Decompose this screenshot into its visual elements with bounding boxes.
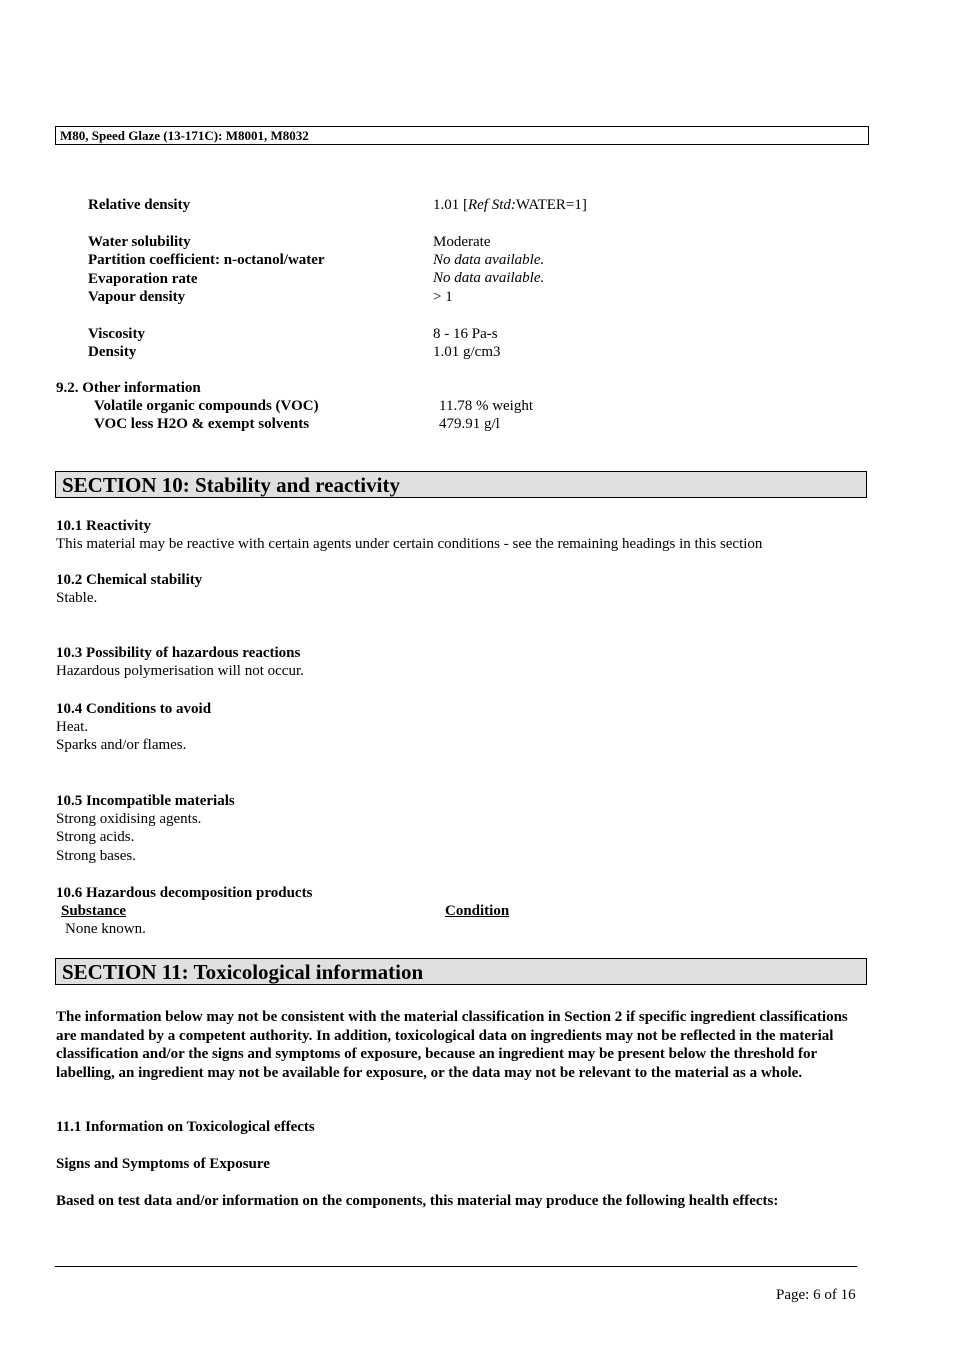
other-info-value: 479.91 g/l [439,416,500,432]
property-value: 1.01 g/cm3 [433,344,501,360]
other-info-label: VOC less H2O & exempt solvents [94,416,310,432]
property-value: 1.01 [Ref Std:WATER=1] [433,197,587,213]
hazardous-reactions-heading: 10.3 Possibility of hazardous reactions [56,645,301,661]
section-11-title: SECTION 11: Toxicological information [55,958,867,985]
hazardous-reactions-text: Hazardous polymerisation will not occur. [56,663,304,679]
incompatible-item: Strong acids. [56,829,135,845]
property-label: Density [88,344,137,360]
footer-divider [55,1266,857,1267]
property-label: Evaporation rate [88,271,198,287]
stability-heading: 10.2 Chemical stability [56,572,203,588]
property-value: Moderate [433,234,491,250]
property-label: Water solubility [88,234,191,250]
decomposition-substance-header: Substance [61,903,127,919]
toxicology-info-heading: 11.1 Information on Toxicological effects [56,1119,315,1135]
reactivity-heading: 10.1 Reactivity [56,518,151,534]
reactivity-text: This material may be reactive with certain agents under certain conditions - see the remaining headings in this section [56,536,763,552]
property-value: No data available. [433,270,545,286]
conditions-item: Sparks and/or flames. [56,737,187,753]
property-label: Viscosity [88,326,145,342]
property-label: Vapour density [88,289,186,305]
property-value: No data available. [433,252,545,268]
conditions-item: Heat. [56,719,89,735]
signs-symptoms-heading: Signs and Symptoms of Exposure [56,1156,270,1172]
decomposition-heading: 10.6 Hazardous decomposition products [56,885,313,901]
property-value: 8 - 16 Pa-s [433,326,498,342]
stability-text: Stable. [56,590,98,606]
property-label: Relative density [88,197,191,213]
other-info-heading: 9.2. Other information [56,380,201,396]
health-effects-intro: Based on test data and/or information on the components, this material may produce the following health effects: [56,1193,779,1209]
other-info-value: 11.78 % weight [439,398,534,414]
toxicology-intro: The information below may not be consistent with the material classification in Section 2 if specific ingredient classifications are mandated by a competent authority. In addition, toxicological data on ingredients may not be reflected in the material classification and/or the signs and symptoms of exposure, because an ingredient may be present below the threshold for labelling, an ingredient may not be available for exposure, or the data may not be relevant to the material as a whole. [56,1009,848,1081]
decomposition-row: None known. [65,921,146,937]
property-label: Partition coefficient: n-octanol/water [88,252,325,268]
other-info-label: Volatile organic compounds (VOC) [94,398,319,414]
conditions-heading: 10.4 Conditions to avoid [56,701,212,717]
incompatible-item: Strong bases. [56,848,136,864]
property-value: > 1 [433,289,453,305]
decomposition-condition-header: Condition [445,903,510,919]
document-header: M80, Speed Glaze (13-171C): M8001, M8032 [55,126,869,145]
section-10-title: SECTION 10: Stability and reactivity [55,471,867,498]
incompatible-heading: 10.5 Incompatible materials [56,793,235,809]
page-number: Page: 6 of 16 [776,1287,856,1303]
incompatible-item: Strong oxidising agents. [56,811,202,827]
